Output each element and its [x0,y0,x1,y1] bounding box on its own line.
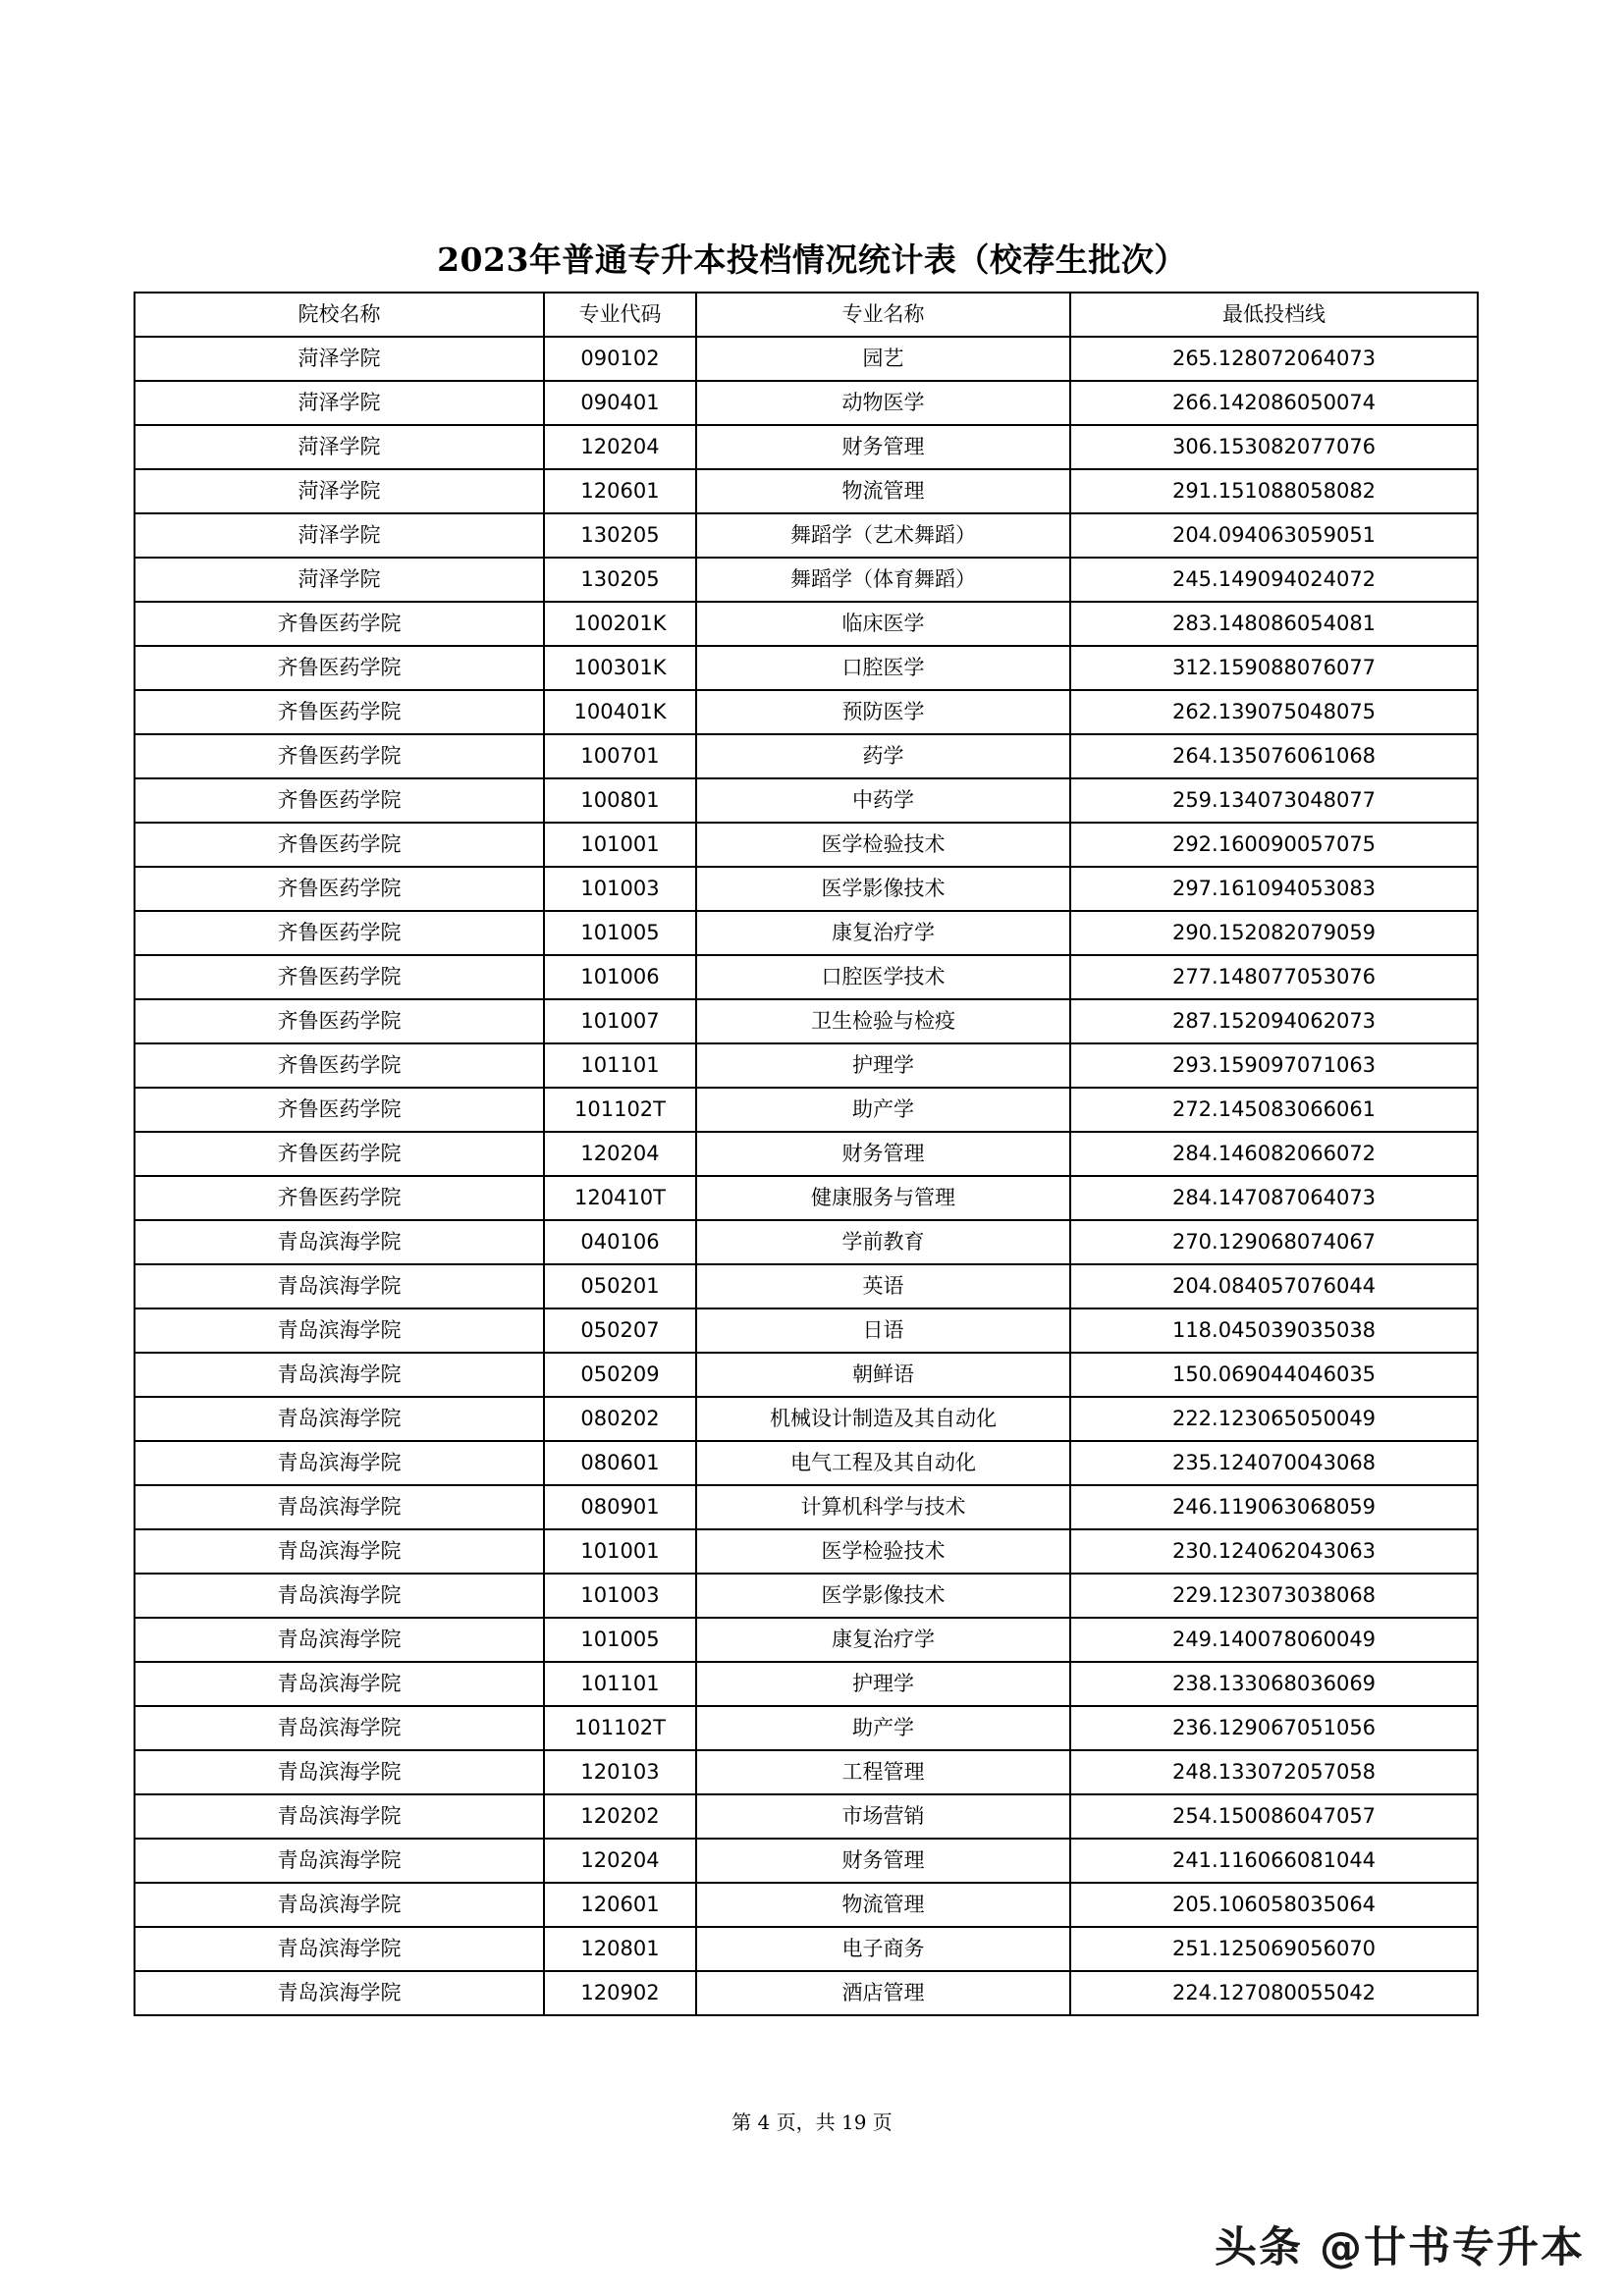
cell-major: 学前教育 [696,1220,1070,1264]
cell-school: 齐鲁医药学院 [135,1043,544,1088]
cell-code: 090401 [544,381,696,425]
table-row [135,469,1478,513]
cell-code: 130205 [544,513,696,558]
cell-major: 舞蹈学（体育舞蹈） [696,558,1070,602]
cell-major: 物流管理 [696,1883,1070,1927]
admission-score-table [134,292,1479,2016]
cell-school: 青岛滨海学院 [135,1441,544,1485]
cell-school: 青岛滨海学院 [135,1353,544,1397]
table-row [135,911,1478,955]
cell-major: 电子商务 [696,1927,1070,1971]
cell-major: 医学检验技术 [696,823,1070,867]
table-row [135,1353,1478,1397]
table-row [135,381,1478,425]
table-row [135,1883,1478,1927]
cell-major: 物流管理 [696,469,1070,513]
cell-score: 284.146082066072 [1070,1132,1478,1176]
cell-school: 菏泽学院 [135,513,544,558]
column-header-major: 专业名称 [696,293,1070,337]
table-row [135,646,1478,690]
cell-major: 园艺 [696,337,1070,381]
cell-school: 齐鲁医药学院 [135,999,544,1043]
cell-school: 齐鲁医药学院 [135,778,544,823]
column-header-code: 专业代码 [544,293,696,337]
table-row [135,337,1478,381]
table-row [135,690,1478,734]
table-row [135,1043,1478,1088]
cell-score: 264.135076061068 [1070,734,1478,778]
cell-major: 卫生检验与检疫 [696,999,1070,1043]
cell-school: 齐鲁医药学院 [135,955,544,999]
cell-score: 235.124070043068 [1070,1441,1478,1485]
cell-score: 266.142086050074 [1070,381,1478,425]
cell-score: 205.106058035064 [1070,1883,1478,1927]
cell-major: 财务管理 [696,1839,1070,1883]
cell-code: 101001 [544,823,696,867]
cell-score: 287.152094062073 [1070,999,1478,1043]
cell-code: 120601 [544,469,696,513]
cell-code: 120601 [544,1883,696,1927]
cell-code: 080601 [544,1441,696,1485]
cell-code: 101005 [544,1618,696,1662]
table-row [135,1088,1478,1132]
table-row [135,1132,1478,1176]
cell-score: 270.129068074067 [1070,1220,1478,1264]
cell-school: 青岛滨海学院 [135,1927,544,1971]
cell-code: 090102 [544,337,696,381]
cell-school: 齐鲁医药学院 [135,1132,544,1176]
cell-score: 118.045039035038 [1070,1308,1478,1353]
cell-score: 204.084057076044 [1070,1264,1478,1308]
table-row [135,1706,1478,1750]
cell-score: 297.161094053083 [1070,867,1478,911]
cell-score: 241.116066081044 [1070,1839,1478,1883]
cell-score: 283.148086054081 [1070,602,1478,646]
cell-major: 医学影像技术 [696,1574,1070,1618]
cell-code: 101007 [544,999,696,1043]
cell-code: 050201 [544,1264,696,1308]
table-row [135,1176,1478,1220]
cell-score: 204.094063059051 [1070,513,1478,558]
cell-major: 医学检验技术 [696,1529,1070,1574]
cell-code: 120410T [544,1176,696,1220]
cell-code: 100401K [544,690,696,734]
cell-score: 277.148077053076 [1070,955,1478,999]
stat-table-container [134,292,1477,2016]
table-row [135,955,1478,999]
cell-school: 青岛滨海学院 [135,1794,544,1839]
table-row [135,1441,1478,1485]
cell-code: 100201K [544,602,696,646]
table-row [135,999,1478,1043]
cell-score: 262.139075048075 [1070,690,1478,734]
table-row [135,1397,1478,1441]
table-row [135,1308,1478,1353]
table-row [135,1927,1478,1971]
table-row [135,513,1478,558]
cell-major: 助产学 [696,1088,1070,1132]
cell-code: 101006 [544,955,696,999]
cell-code: 100701 [544,734,696,778]
cell-code: 050209 [544,1353,696,1397]
table-row [135,1750,1478,1794]
cell-school: 菏泽学院 [135,337,544,381]
cell-score: 254.150086047057 [1070,1794,1478,1839]
cell-school: 青岛滨海学院 [135,1485,544,1529]
table-row [135,1485,1478,1529]
cell-major: 药学 [696,734,1070,778]
cell-score: 251.125069056070 [1070,1927,1478,1971]
cell-code: 040106 [544,1220,696,1264]
table-row [135,1618,1478,1662]
cell-school: 青岛滨海学院 [135,1397,544,1441]
cell-score: 272.145083066061 [1070,1088,1478,1132]
cell-code: 120202 [544,1794,696,1839]
cell-school: 青岛滨海学院 [135,1750,544,1794]
cell-major: 助产学 [696,1706,1070,1750]
cell-major: 护理学 [696,1662,1070,1706]
cell-major: 计算机科学与技术 [696,1485,1070,1529]
cell-score: 224.127080055042 [1070,1971,1478,2015]
cell-major: 医学影像技术 [696,867,1070,911]
page-title: 2023年普通专升本投档情况统计表（校荐生批次） [437,240,1187,279]
cell-school: 齐鲁医药学院 [135,823,544,867]
cell-code: 120204 [544,1839,696,1883]
cell-score: 236.129067051056 [1070,1706,1478,1750]
cell-school: 青岛滨海学院 [135,1971,544,2015]
cell-school: 菏泽学院 [135,469,544,513]
table-row [135,734,1478,778]
cell-major: 动物医学 [696,381,1070,425]
cell-score: 265.128072064073 [1070,337,1478,381]
cell-school: 菏泽学院 [135,425,544,469]
cell-code: 101005 [544,911,696,955]
cell-major: 电气工程及其自动化 [696,1441,1070,1485]
cell-school: 青岛滨海学院 [135,1839,544,1883]
cell-major: 临床医学 [696,602,1070,646]
table-row [135,1529,1478,1574]
cell-school: 齐鲁医药学院 [135,646,544,690]
cell-school: 齐鲁医药学院 [135,690,544,734]
table-row [135,1971,1478,2015]
cell-score: 238.133068036069 [1070,1662,1478,1706]
cell-school: 菏泽学院 [135,381,544,425]
cell-code: 100301K [544,646,696,690]
cell-code: 050207 [544,1308,696,1353]
cell-score: 292.160090057075 [1070,823,1478,867]
cell-school: 青岛滨海学院 [135,1883,544,1927]
cell-code: 080202 [544,1397,696,1441]
cell-code: 101003 [544,1574,696,1618]
cell-score: 230.124062043063 [1070,1529,1478,1574]
cell-score: 259.134073048077 [1070,778,1478,823]
cell-school: 青岛滨海学院 [135,1220,544,1264]
cell-school: 青岛滨海学院 [135,1662,544,1706]
cell-major: 英语 [696,1264,1070,1308]
table-body [135,337,1478,2015]
cell-code: 080901 [544,1485,696,1529]
cell-major: 舞蹈学（艺术舞蹈） [696,513,1070,558]
cell-school: 齐鲁医药学院 [135,602,544,646]
table-row [135,1839,1478,1883]
cell-school: 青岛滨海学院 [135,1264,544,1308]
cell-major: 健康服务与管理 [696,1176,1070,1220]
cell-school: 青岛滨海学院 [135,1529,544,1574]
table-row [135,1574,1478,1618]
table-row [135,867,1478,911]
cell-code: 100801 [544,778,696,823]
cell-score: 291.151088058082 [1070,469,1478,513]
cell-code: 120204 [544,1132,696,1176]
table-row [135,425,1478,469]
table-header [135,293,1478,337]
cell-school: 青岛滨海学院 [135,1308,544,1353]
cell-major: 机械设计制造及其自动化 [696,1397,1070,1441]
cell-school: 青岛滨海学院 [135,1706,544,1750]
cell-code: 101102T [544,1088,696,1132]
cell-code: 101101 [544,1662,696,1706]
cell-score: 229.123073038068 [1070,1574,1478,1618]
cell-score: 222.123065050049 [1070,1397,1478,1441]
cell-score: 245.149094024072 [1070,558,1478,602]
table-row [135,602,1478,646]
cell-code: 120801 [544,1927,696,1971]
cell-score: 248.133072057058 [1070,1750,1478,1794]
cell-school: 菏泽学院 [135,558,544,602]
cell-code: 101101 [544,1043,696,1088]
table-row [135,778,1478,823]
cell-major: 康复治疗学 [696,911,1070,955]
cell-major: 朝鲜语 [696,1353,1070,1397]
cell-code: 120103 [544,1750,696,1794]
cell-score: 246.119063068059 [1070,1485,1478,1529]
table-row [135,1662,1478,1706]
table-row [135,1264,1478,1308]
cell-code: 120902 [544,1971,696,2015]
cell-major: 酒店管理 [696,1971,1070,2015]
cell-code: 130205 [544,558,696,602]
cell-code: 101003 [544,867,696,911]
cell-code: 120204 [544,425,696,469]
cell-school: 青岛滨海学院 [135,1574,544,1618]
table-row [135,1220,1478,1264]
cell-major: 预防医学 [696,690,1070,734]
cell-score: 150.069044046035 [1070,1353,1478,1397]
cell-major: 康复治疗学 [696,1618,1070,1662]
cell-school: 齐鲁医药学院 [135,911,544,955]
cell-school: 齐鲁医药学院 [135,1176,544,1220]
cell-major: 日语 [696,1308,1070,1353]
cell-major: 口腔医学技术 [696,955,1070,999]
watermark: 头条 @廿书专升本 [1215,2223,1585,2272]
cell-major: 财务管理 [696,425,1070,469]
cell-score: 290.152082079059 [1070,911,1478,955]
column-header-school: 院校名称 [135,293,544,337]
cell-major: 中药学 [696,778,1070,823]
table-header-row [135,293,1478,337]
cell-score: 306.153082077076 [1070,425,1478,469]
cell-code: 101102T [544,1706,696,1750]
cell-major: 口腔医学 [696,646,1070,690]
table-row [135,1794,1478,1839]
table-row [135,823,1478,867]
cell-major: 市场营销 [696,1794,1070,1839]
cell-school: 齐鲁医药学院 [135,734,544,778]
cell-score: 284.147087064073 [1070,1176,1478,1220]
cell-major: 工程管理 [696,1750,1070,1794]
cell-score: 293.159097071063 [1070,1043,1478,1088]
cell-score: 249.140078060049 [1070,1618,1478,1662]
column-header-score: 最低投档线 [1070,293,1478,337]
cell-school: 齐鲁医药学院 [135,867,544,911]
cell-school: 齐鲁医药学院 [135,1088,544,1132]
cell-score: 312.159088076077 [1070,646,1478,690]
table-row [135,558,1478,602]
cell-major: 护理学 [696,1043,1070,1088]
cell-major: 财务管理 [696,1132,1070,1176]
page-number-footer: 第 4 页，共 19 页 [731,2110,893,2134]
cell-school: 青岛滨海学院 [135,1618,544,1662]
cell-code: 101001 [544,1529,696,1574]
